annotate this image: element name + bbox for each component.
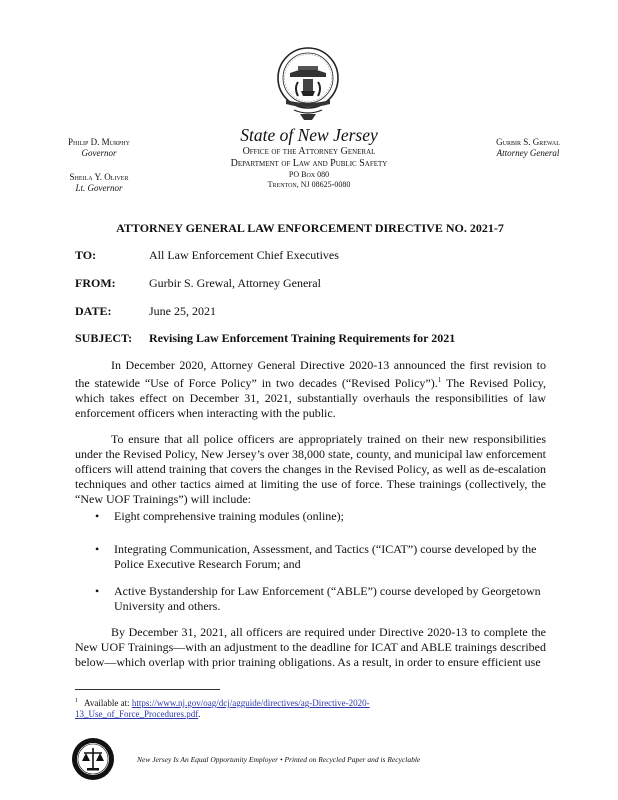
po-box: PO Box 080 [288,170,330,179]
list-item [75,509,546,524]
state-seal [276,46,340,124]
footnote-suffix: . [198,709,201,719]
lt-governor-name: Sheila Y. Oliver [69,172,129,182]
footer-text: New Jersey Is An Equal Opportunity Employer • Printed on Recycled Paper and is Recyclable [137,755,421,764]
attorney-general-title: Attorney General [496,148,560,158]
subject-label: SUBJECT: [75,331,133,345]
from-label: FROM: [75,276,116,290]
paragraph-2-text: To ensure that all police officers are appropriately trained on their new responsibilities under the Revised Policy, New Jersey’s over 38,000 state, county, and municipal law enforcement officers will attend training that covers the changes in the Revised Policy, as well as de-escalation techniques and other tactics aimed at limiting the use of force. These trainings (collectively, the “New UOF Trainings”) will include: [75,432,546,506]
governor-title: Governor [81,148,117,158]
directive-title: ATTORNEY GENERAL LAW ENFORCEMENT DIRECTIVE NO. 2021-7 [116,221,504,235]
paragraph-2 [75,432,546,507]
to-value: All Law Enforcement Chief Executives [149,248,339,262]
subject-value: Revising Law Enforcement Training Requirements for 2021 [149,331,456,345]
footer-seal [71,737,115,781]
list-item [75,584,546,614]
date-value: June 25, 2021 [149,304,216,318]
footnote-link[interactable]: https://www.nj.gov/oag/dcj/agguide/directives/ag-Directive-2020-13_Use_of_Force_Procedures.pdf [75,698,370,719]
list-item-text: Integrating Communication, Assessment, and Tactics (“ICAT”) course developed by the Police Executive Research Forum; and [114,542,537,571]
left-officials [54,137,144,194]
bullet-icon: • [95,509,100,523]
city-address: Trenton, NJ 08625-0080 [267,180,351,189]
paragraph-1 [75,358,546,421]
paragraph-3 [75,625,546,670]
list-item-text: Active Bystandership for Law Enforcement (“ABLE”) course developed by Georgetown University and others. [114,584,541,613]
footnote [75,696,475,720]
list-item-text: Eight comprehensive training modules (online); [114,509,344,523]
to-label: TO: [75,248,97,262]
attorney-general-name: Gurbir S. Grewal [496,137,560,147]
from-value: Gurbir S. Grewal, Attorney General [149,276,321,290]
footnote-ref: 1 [437,376,442,384]
bullet-icon: • [95,584,100,598]
paragraph-3-text: By December 31, 2021, all officers are required under Directive 2020-13 to complete the New UOF Trainings—with an adjustment to the deadline for ICAT and ABLE trainings described below—which overlap with prior training obligations. As a result, in order to ensure efficient use [75,625,546,669]
list-item [75,542,546,572]
state-name: State of New Jersey [240,125,378,145]
footnote-number: 1 [75,698,78,704]
footnote-prefix: Available at: [84,698,132,708]
date-label: DATE: [75,304,112,318]
paragraph-1-text-b: The Revised Policy, which takes effect on December 31, 2021, substantially overhauls the responsibilities of law enforcement officers when interacting with the public. [75,376,546,420]
office-name: Office of the Attorney General [242,146,376,157]
footnote-divider [75,689,220,690]
governor-name: Philip D. Murphy [68,137,130,147]
lt-governor-title: Lt. Governor [75,183,123,193]
paragraph-1-text-a: In December 2020, Attorney General Directive 2020-13 announced the first revision to the statewide “Use of Force Policy” in two decades (“Revised Policy”). [75,358,546,390]
bullet-icon: • [95,542,100,556]
letterhead-center [190,124,428,190]
right-officials [482,137,574,159]
department-name: Department of Law and Public Safety [230,158,388,169]
